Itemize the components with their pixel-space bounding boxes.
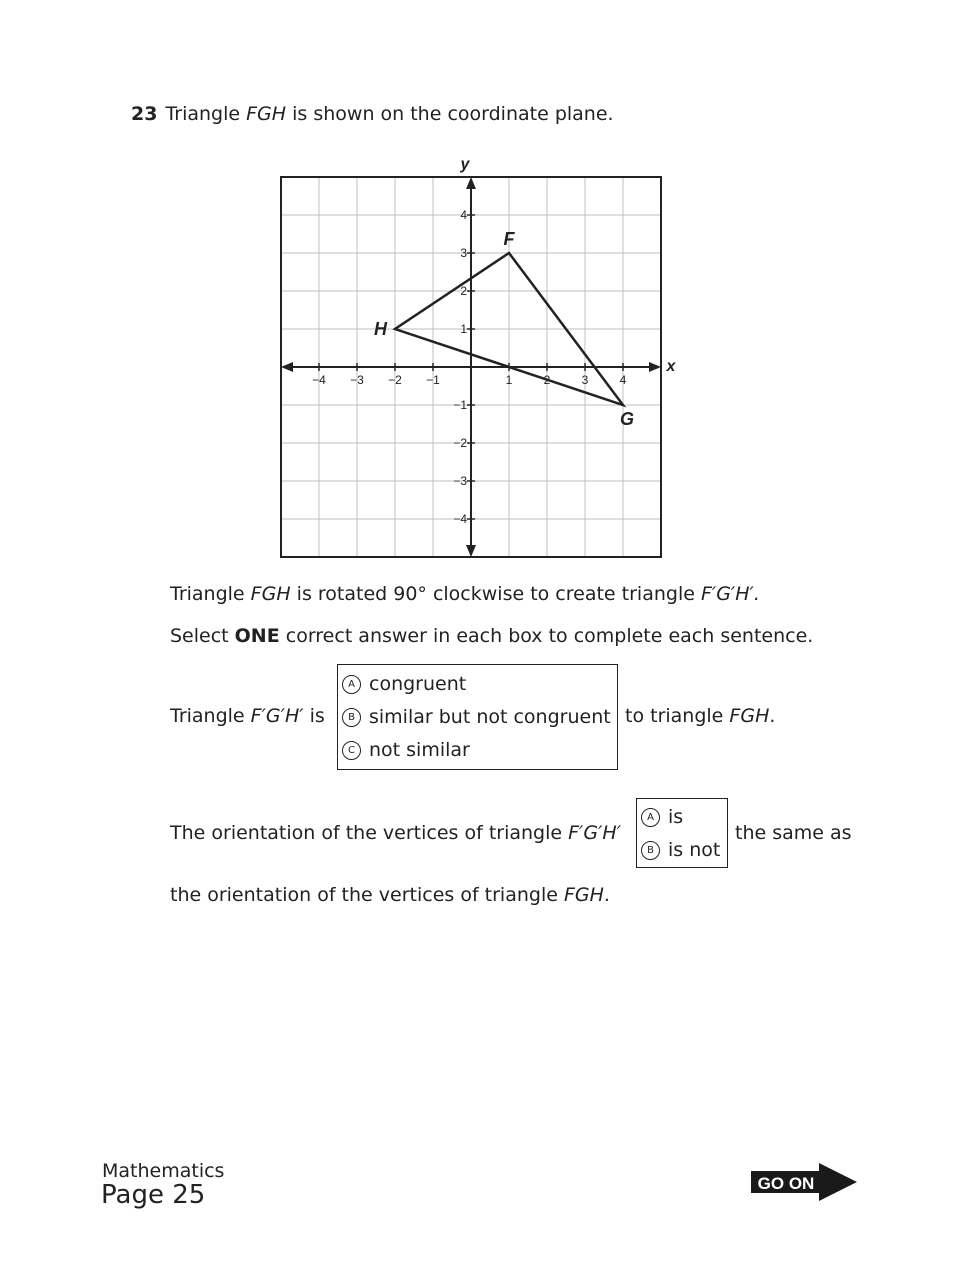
y-tick-label: 2 [460,284,467,298]
go-on-arrow-icon [751,1163,857,1201]
x-tick-label: 4 [619,373,627,387]
dropdown-box-2 [636,798,728,868]
sentence2-line2 [170,884,610,906]
sentence1-lead [170,705,325,727]
sentence1-pre: Triangle [170,705,251,727]
x-tick-label: 2 [543,373,551,387]
sentence1-period: . [769,705,776,727]
rotation-em1: FGH [250,583,291,605]
x-tick-label: −2 [388,373,402,387]
option-is[interactable] [641,806,683,828]
x-tick-label: −3 [350,373,364,387]
option-bubble[interactable]: A [342,675,361,694]
instruction [170,625,813,647]
x-tick-label: 1 [505,373,513,387]
sentence1-post: to triangle [625,705,730,727]
rotation-em2: F′G′H′. [700,583,760,605]
sentence1-is: is [303,705,325,727]
y-tick-label: −2 [453,436,467,450]
y-tick-label: 3 [460,246,467,260]
question-text-post: is shown on the coordinate plane. [286,103,614,125]
vertex-label-h: H [374,319,387,339]
footer-subject: Mathematics [102,1160,225,1182]
sentence1-em: F′G′H′ [250,705,304,727]
x-tick-label: 3 [581,373,589,387]
option-label: is not [668,839,721,861]
vertex-label-f: F [503,229,515,249]
y-axis-arrow-down-icon [466,545,476,557]
x-axis-arrow-left-icon [281,362,293,372]
option-label: not similar [369,739,470,761]
sentence2-em: F′G′H′ [568,822,622,844]
y-axis-arrow-up-icon [466,177,476,189]
option-bubble[interactable]: A [641,808,660,827]
instruction-strong: ONE [234,625,280,647]
y-tick-label: −4 [453,512,467,526]
option-bubble[interactable]: B [641,841,660,860]
option-not-similar[interactable] [342,739,470,761]
dropdown-box-1 [337,664,618,770]
coordinate-plane [262,152,682,564]
x-tick-label: −4 [312,373,326,387]
option-bubble[interactable]: C [342,741,361,760]
option-is-not[interactable] [641,839,720,861]
y-tick-label: −3 [453,474,467,488]
y-tick-label: −1 [453,398,467,412]
go-on-label: GO ON [757,1174,815,1193]
sentence2-line2-pre: the orientation of the vertices of triangle [170,884,564,906]
sentence1-tail [625,705,775,727]
rotation-pre: Triangle [170,583,251,605]
sentence2-pre: The orientation of the vertices of triangle [170,822,569,844]
x-tick-label: −1 [426,373,440,387]
question-text-pre: Triangle [165,103,247,125]
instruction-pre: Select [170,625,235,647]
option-label: is [668,806,684,828]
sentence1-post-em: FGH [729,705,770,727]
sentence2-period: . [603,884,610,906]
y-axis-label: y [460,156,470,173]
x-axis-arrow-right-icon [649,362,661,372]
coordinate-plane-svg [262,152,682,564]
question-text-em: FGH [246,103,287,125]
option-label: similar but not congruent [369,706,611,728]
option-similar-not-congruent[interactable] [342,706,611,728]
rotation-statement [170,583,760,605]
axes [281,177,661,557]
y-tick-label: 4 [460,208,467,222]
sentence2-post: the same as [735,822,852,844]
y-tick-label: 1 [460,322,467,336]
footer-page-number: Page 25 [101,1180,206,1210]
option-label: congruent [369,673,467,695]
question-number: 23 [131,103,158,125]
question-header [131,103,614,125]
option-congruent[interactable] [342,673,466,695]
option-bubble[interactable]: B [342,708,361,727]
instruction-post: correct answer in each box to complete each sentence. [279,625,814,647]
sentence2-lead [170,822,621,844]
vertex-label-g: G [619,409,635,429]
x-axis-label: x [666,358,676,375]
sentence2-line2-em: FGH [563,884,604,906]
rotation-mid: is rotated 90° clockwise to create triangle [290,583,701,605]
